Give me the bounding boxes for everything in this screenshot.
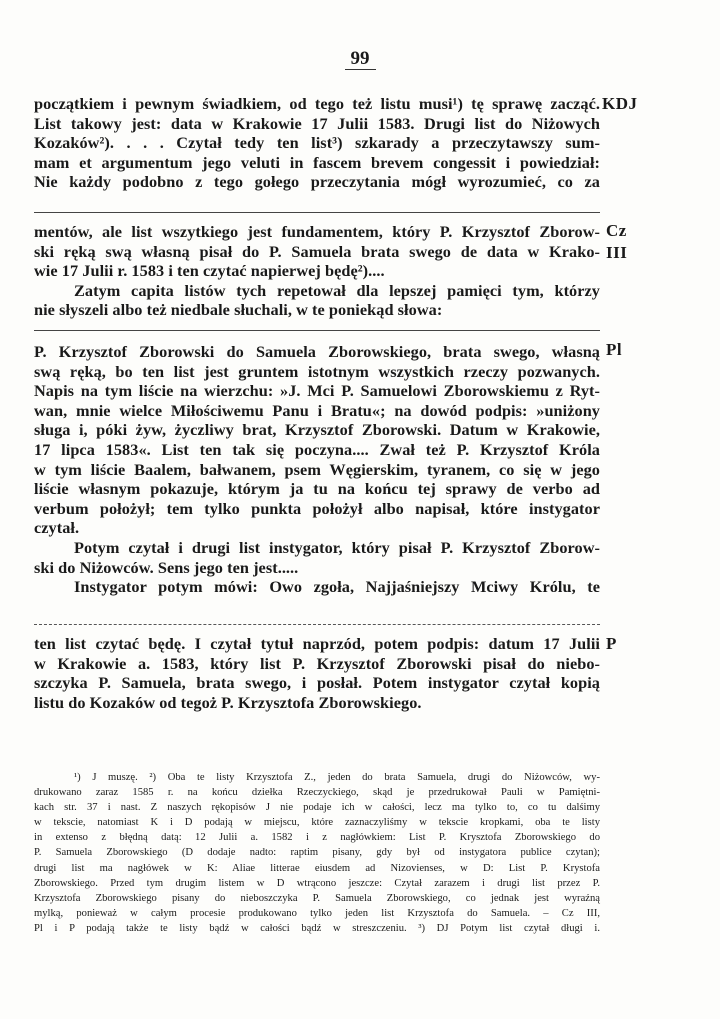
text-line: listu do Kozaków od tegoż P. Krzysztofa Zborowskiego. xyxy=(34,692,422,712)
manuscript-sigil-pl: Pl xyxy=(606,340,623,359)
text-line: Nie każdy podobno z tego gołego przeczytania mógł wyrozumieć, co za xyxy=(34,172,600,192)
footnote-line: in extenso z błędną datą: 12 Julii a. 1582 i z nagłówkiem: List P. Krysztofa Zborowskiego do xyxy=(34,832,600,844)
text-line: Instygator potym mówi: Owo zgoła, Najjaśniejszy Mciwy Królu, te xyxy=(74,577,600,597)
text-line: 17 lipca 1583«. List ten tak się poczyna.... Zwał też P. Krzysztof Króla xyxy=(34,439,600,459)
text-line: verbum położył; tem tylko punkta położył albo napisał, które instygator xyxy=(34,498,600,518)
text-line: ski do Niżowców. Sens jego ten jest..... xyxy=(34,557,299,577)
footnote-line: kach str. 37 i nast. Z naszych rękopisów J nie podaje ich w całości, lecz ma tylko to, co tu dalśimy xyxy=(34,802,600,814)
text-line: sługa i, póki żyw, życzliwy brat, Krzysztof Zborowski. Datum w Krakowie, xyxy=(34,420,600,440)
footnote-line: mylką, ponieważ w całym procesie produkowano tylko jeden list Krzysztofa do Samuela. – Cz III, xyxy=(34,907,600,919)
footnote-line: Krzysztofa Zborowskiego pisany do nieboszczyka P. Samuela Zborowskiego, co jednak jest wyraźną xyxy=(34,892,600,904)
manuscript-sigil-kdj: KDJ xyxy=(602,94,638,113)
footnote-line: Pl i P podają także te listy bądź w całości bądź w streszczeniu. ³) DJ Potym list czytał długi i. xyxy=(34,922,600,934)
section-divider xyxy=(34,330,600,331)
text-line: czytał. xyxy=(34,518,80,538)
text-line: nie słyszeli albo też niedbale słuchali, w te poniekąd słowa: xyxy=(34,300,443,320)
text-section-p xyxy=(34,634,600,712)
text-line: mam et argumentum jego veluti in fascem brevem congessit i powiedział: xyxy=(34,152,600,172)
text-line: Potym czytał i drugi list instygator, który pisał P. Krzysztof Zborow- xyxy=(74,537,600,557)
footnote-line: w tekscie, natomiast K i D podają w miejscu, które zaznaczyliśmy w tekscie kropkami, oba te listy xyxy=(34,817,600,829)
section-divider xyxy=(34,212,600,213)
text-line: swą ręką, bo ten list jest gruntem istotnym wszystkich rzeczy pozwanych. xyxy=(34,361,600,381)
manuscript-sigil-p: P xyxy=(606,634,617,653)
text-line: ski ręką swą własną pisał do P. Samuela brata swego de data w Krako- xyxy=(34,241,600,261)
text-line: ten list czytać będę. I czytał tytuł naprzód, potem podpis: datum 17 Julii xyxy=(34,634,600,653)
text-line: Kozaków²). . . . Czytał tedy ten list³) szkarady a przeczytawszy sum- xyxy=(34,133,600,153)
text-line: w Krakowie a. 1583, który list P. Krzysztof Zborowski pisał do niebo- xyxy=(34,653,600,673)
text-line: Napis na tym liście na wierzchu: »J. Mci P. Samuelowi Zborowskiemu z Ryt- xyxy=(34,381,600,401)
manuscript-sigil-cz-iii: Cz III xyxy=(606,221,628,262)
footnote-line: drugi list ma nagłówek w K: Aliae litterae eiusdem ad Nizovienses, w D: List P. Krystofa xyxy=(34,862,600,874)
text-line: szczyka P. Samuela, brata swego, i posłał. Potem instygator czytał kopią xyxy=(34,673,600,693)
footnote-line: drukowano zaraz 1585 r. na końcu dziełka Rzeczyckiego, skąd je przedrukował Pauli w Pamiętni- xyxy=(34,787,600,799)
text-line: liście własnym pokazuje, którym ja tu na końcu tej sprawy de verbo ad xyxy=(34,479,600,499)
text-section-pl xyxy=(34,342,600,597)
section-divider xyxy=(34,624,600,625)
footnote-line: ¹) J muszę. ²) Oba te listy Krzysztofa Z., jeden do brata Samuela, drugi do Niżowców, wy- xyxy=(74,772,600,783)
text-line: mentów, ale list wszytkiego jest fundamentem, który P. Krzysztof Zborow- xyxy=(34,222,600,241)
text-line: Zatym capita listów tych repetował dla lepszej pamięci tym, którzy xyxy=(74,280,600,300)
text-line: List takowy jest: data w Krakowie 17 Julii 1583. Drugi list do Niżowych xyxy=(34,113,600,133)
footnote-line: P. Samuela Zborowskiego (D dodaje nadto: raptim pisany, gdy był od instygatora publice czytan); xyxy=(34,847,600,859)
text-section-cz-iii xyxy=(34,222,600,320)
text-line: wan, mnie wielce Miłościwemu Panu i Bratu«; na dowód podpis: »uniżony xyxy=(34,400,600,420)
text-line: w tym liście Baalem, bałwanem, psem Węgierskim, tyranem, co się w jego xyxy=(34,459,600,479)
footnotes xyxy=(34,770,600,936)
text-line: P. Krzysztof Zborowski do Samuela Zborowskiego, brata swego, własną xyxy=(34,342,600,361)
text-section-kdj xyxy=(34,94,600,192)
page-number: 99 xyxy=(0,48,720,70)
footnote-line: Zborowskiego. Przed tym drugim listem w D wtrącono jeszcze: Czytał zarazem i drugi list przez P. xyxy=(34,877,600,889)
text-line: wie 17 Julii r. 1583 i ten czytać napierwej będę²).... xyxy=(34,261,385,281)
text-line: początkiem i pewnym świadkiem, od tego też listu musi¹) tę sprawę zacząć. xyxy=(34,94,600,113)
